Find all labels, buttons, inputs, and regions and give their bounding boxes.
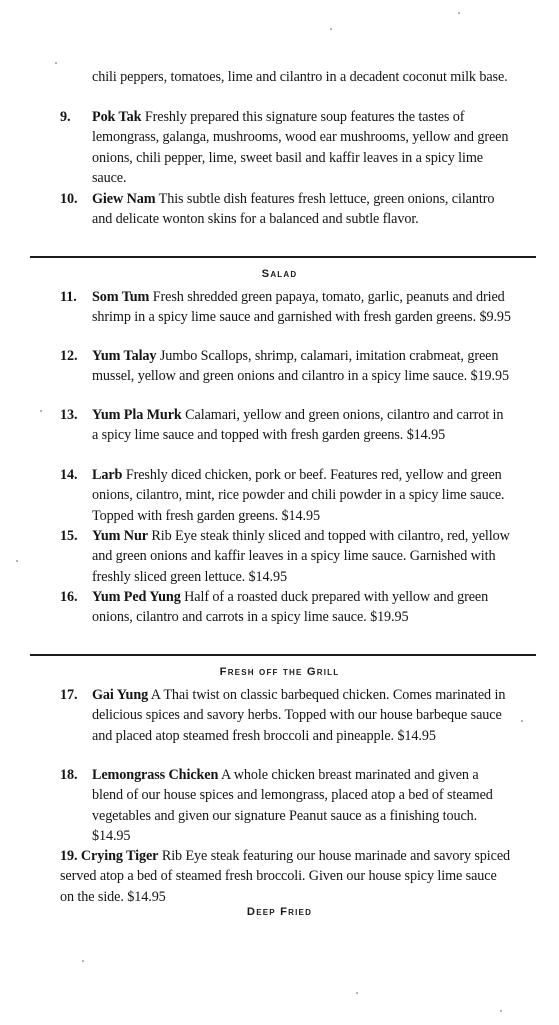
item-name: Gai Yung [92, 687, 149, 703]
scan-speck [55, 62, 57, 64]
menu-item-gai-yung [60, 685, 512, 746]
item-number: 14. [60, 467, 78, 483]
item-description: A Thai twist on classic barbequed chicken. Comes marinated in delicious spices and savory herbs. Topped with our house barbeque sauce and placed atop steamed fresh broccoli and pineapple. $14.95 [92, 687, 506, 744]
section-title-grill: Fresh off the Grill [219, 666, 340, 678]
menu-item-lemongrass-chicken [60, 765, 512, 847]
item-description: Fresh shredded green papaya, tomato, garlic, peanuts and dried shrimp in a spicy lime sauce and garnished with fresh garden greens. $9.95 [92, 289, 511, 326]
item-number: 10. [60, 191, 78, 207]
section-title-deep-fried: Deep Fried [246, 906, 313, 918]
item-description: This subtle dish features fresh lettuce, green onions, cilantro and delicate wonton skins for a balanced and subtle flavor. [92, 191, 495, 228]
item-number: 12. [60, 348, 78, 364]
item-number: 13. [60, 407, 78, 423]
item-name: Giew Nam [92, 191, 156, 207]
scan-speck [458, 12, 460, 14]
item-number: 19. [60, 848, 78, 864]
scan-speck [500, 1010, 502, 1012]
item-description: Half of a roasted duck prepared with yellow and green onions, cilantro and carrots in a spicy lime sauce. $19.95 [92, 589, 489, 626]
item-name: Som Tum [92, 289, 150, 305]
scan-speck [521, 720, 523, 722]
previous-item-continuation: chili peppers, tomatoes, lime and cilantro in a decadent coconut milk base. [92, 69, 508, 85]
scan-speck [40, 410, 42, 412]
item-description: Rib Eye steak thinly sliced and topped with cilantro, red, yellow and green onions and kaffir leaves in a spicy lime sauce. Garnished with freshly sliced green lettuce. $14.95 [92, 528, 510, 585]
section-divider [30, 256, 536, 258]
item-number: 16. [60, 589, 78, 605]
menu-item-yum-talay [60, 346, 512, 387]
item-name: Yum Pla Murk [92, 407, 182, 423]
menu-item-giew-nam [60, 189, 512, 230]
section-title-salad: Salad [261, 268, 298, 280]
item-description: Freshly prepared this signature soup features the tastes of lemongrass, galanga, mushrooms, wood ear mushrooms, yellow and green onions, chili pepper, lime, sweet basil and kaffir leaves in a spicy lime sauce. [92, 109, 509, 187]
item-description: A whole chicken breast marinated and given a blend of our house spices and lemongrass, placed atop a bed of steamed vegetables and given our signature Peanut sauce as a finishing touch. $14.95 [92, 767, 493, 845]
menu-item-larb [60, 465, 512, 526]
menu-item-som-tum [60, 287, 512, 328]
item-description: Rib Eye steak featuring our house marinade and savory spiced served atop a bed of steamed fresh broccoli. Given our house spicy lime sauce on the side. $14.95 [60, 848, 511, 905]
item-number: 17. [60, 687, 78, 703]
menu-item-yum-nur [60, 526, 512, 587]
item-description: Calamari, yellow and green onions, cilantro and carrot in a spicy lime sauce and topped with fresh garden greens. $14.95 [92, 407, 504, 444]
scan-speck [356, 992, 358, 994]
item-name: Pok Tak [92, 109, 142, 125]
item-name: Lemongrass Chicken [92, 767, 219, 783]
item-description: Freshly diced chicken, pork or beef. Features red, yellow and green onions, cilantro, mint, rice powder and chili powder in a spicy lime sauce. Topped with fresh garden greens. $14.95 [92, 467, 505, 524]
item-number: 15. [60, 528, 78, 544]
menu-item-yum-pla-murk [60, 405, 512, 446]
item-name: Yum Talay [92, 348, 157, 364]
menu-item-crying-tiger [60, 846, 512, 907]
item-number: 11. [60, 289, 77, 305]
scan-speck [330, 28, 332, 30]
scan-speck [16, 560, 18, 562]
item-name: Crying Tiger [80, 848, 159, 864]
item-number: 9. [60, 109, 71, 125]
item-description: Jumbo Scallops, shrimp, calamari, imitation crabmeat, green mussel, yellow and green onions and cilantro in a spicy lime sauce. $19.95 [92, 348, 509, 385]
item-name: Yum Ped Yung [92, 589, 181, 605]
item-name: Larb [92, 467, 123, 483]
item-number: 18. [60, 767, 78, 783]
item-name: Yum Nur [92, 528, 148, 544]
section-divider [30, 654, 536, 656]
menu-item-pok-tak [60, 107, 512, 189]
scan-speck [82, 960, 84, 962]
menu-item-yum-ped-yung [60, 587, 512, 628]
